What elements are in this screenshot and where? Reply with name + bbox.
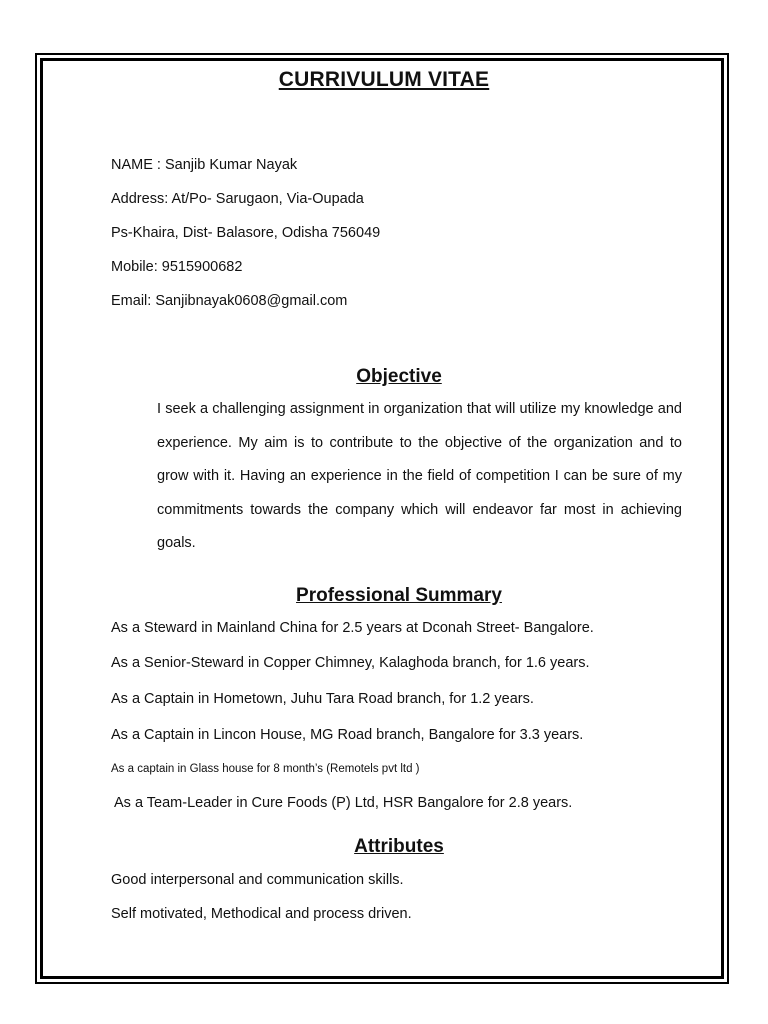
contact-name: NAME : Sanjib Kumar Nayak xyxy=(111,157,298,173)
professional-summary-heading: Professional Summary xyxy=(296,585,502,606)
summary-item: As a Team-Leader in Cure Foods (P) Ltd, HSR Bangalore for 2.8 years. xyxy=(114,795,573,811)
summary-item: As a Senior-Steward in Copper Chimney, Kalaghoda branch, for 1.6 years. xyxy=(111,655,590,671)
contact-email: Email: Sanjibnayak0608@gmail.com xyxy=(111,293,348,309)
summary-item: As a captain in Glass house for 8 month’s (Remotels pvt ltd ) xyxy=(111,763,420,775)
attributes-heading: Attributes xyxy=(354,836,444,857)
contact-mobile: Mobile: 9515900682 xyxy=(111,259,243,275)
objective-heading: Objective xyxy=(356,366,442,387)
summary-item: As a Captain in Hometown, Juhu Tara Road branch, for 1.2 years. xyxy=(111,691,534,707)
document-title: CURRIVULUM VITAE xyxy=(278,68,490,91)
contact-address-line2: Ps-Khaira, Dist- Balasore, Odisha 756049 xyxy=(111,225,381,241)
attribute-item: Self motivated, Methodical and process driven. xyxy=(111,906,412,922)
attribute-item: Good interpersonal and communication skills. xyxy=(111,872,404,888)
contact-address-line1: Address: At/Po- Sarugaon, Via-Oupada xyxy=(111,191,364,207)
summary-item: As a Steward in Mainland China for 2.5 years at Dconah Street- Bangalore. xyxy=(111,620,594,636)
objective-text: I seek a challenging assignment in organization that will utilize my knowledge and experience. My aim is to contribute to the objective of the organization and to grow with it. Having an experience in the field of competition I can be sure of my commitments towards the company which will endeavor far most in achieving goals. xyxy=(157,401,682,551)
summary-item: As a Captain in Lincon House, MG Road branch, Bangalore for 3.3 years. xyxy=(111,727,584,743)
